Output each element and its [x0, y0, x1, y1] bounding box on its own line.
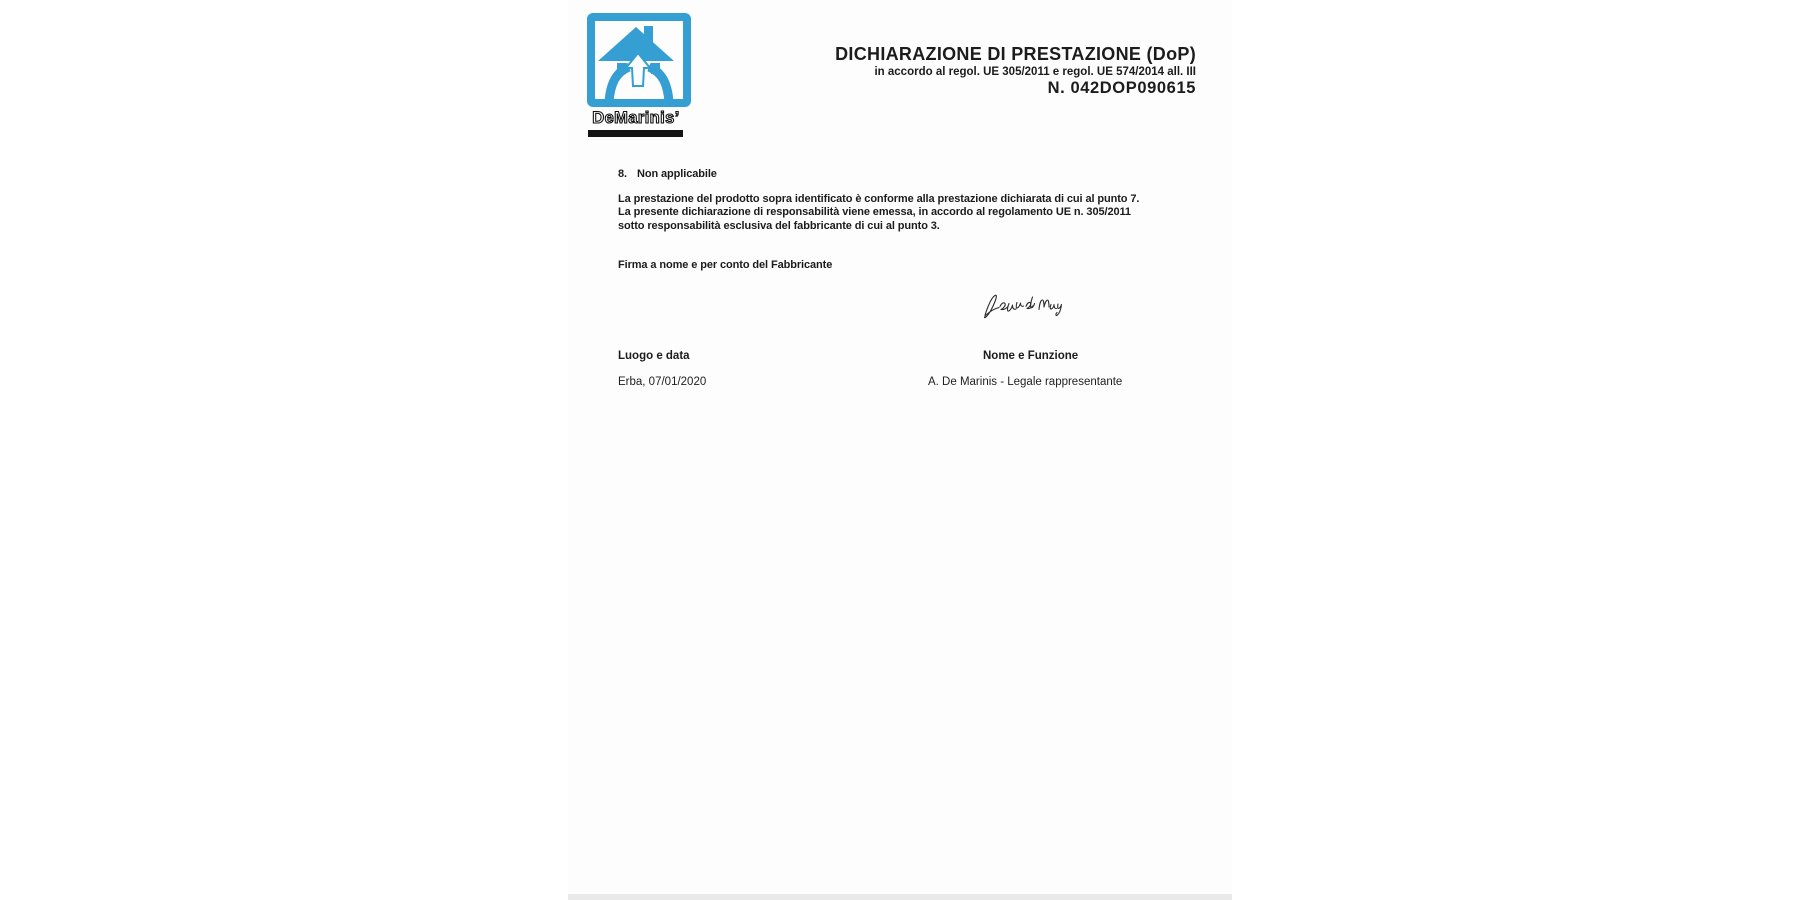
- clause-8: [618, 168, 717, 180]
- document-title: DICHIARAZIONE DI PRESTAZIONE (DoP): [835, 44, 1196, 64]
- page-bottom-edge: [568, 894, 1232, 900]
- clause-8-number: 8.: [618, 168, 627, 180]
- signature-caption: Firma a nome e per conto del Fabbricante: [618, 259, 833, 271]
- paragraph-line-2: La presente dichiarazione di responsabilità viene emessa, in accordo al regolamento UE n. 305/2011: [618, 206, 1131, 219]
- document-number: N. 042DOP090615: [1047, 79, 1196, 97]
- demarinis-logotype: [588, 108, 684, 128]
- document-page: [568, 0, 1232, 894]
- demarinis-house-arrow-logo-icon: [587, 13, 691, 107]
- declaration-paragraph: [618, 193, 1139, 233]
- clause-8-text: Non applicabile: [637, 168, 717, 180]
- place-and-date-value: Erba, 07/01/2020: [618, 376, 707, 388]
- logo-underline-bar: [588, 130, 683, 137]
- logo-brand-text: DeMarinis’: [592, 109, 680, 127]
- name-and-function-value: A. De Marinis - Legale rappresentante: [928, 376, 1123, 388]
- place-and-date-label: Luogo e data: [618, 350, 690, 362]
- document-header: [696, 45, 1196, 97]
- paragraph-line-1: La prestazione del prodotto sopra identificato è conforme alla prestazione dichiarata di cui al punto 7.: [618, 193, 1140, 205]
- handwritten-signature-icon: [980, 293, 1068, 321]
- paragraph-line-3: sotto responsabilità esclusiva del fabbricante di cui al punto 3.: [618, 219, 940, 232]
- name-and-function-label: Nome e Funzione: [983, 350, 1079, 362]
- document-subtitle: in accordo al regol. UE 305/2011 e regol. UE 574/2014 all. III: [874, 65, 1196, 78]
